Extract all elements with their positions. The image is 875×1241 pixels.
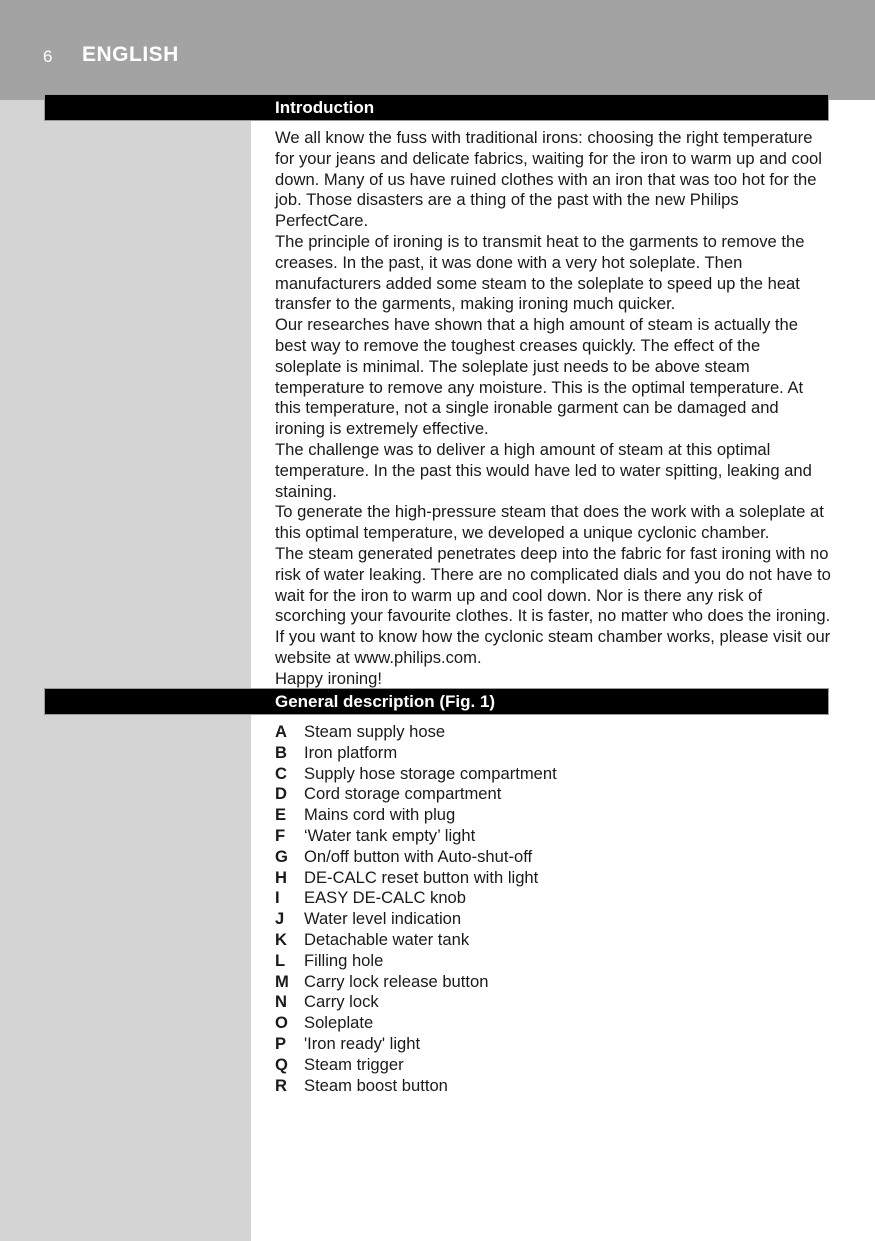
introduction-body (275, 128, 831, 690)
part-letter: M (275, 971, 289, 991)
part-letter: J (275, 909, 285, 929)
part-label: Mains cord with plug (304, 805, 456, 825)
part-item (275, 1013, 831, 1034)
part-letter: L (275, 950, 286, 970)
introduction-heading-bar (44, 94, 829, 121)
part-label: DE-CALC reset button with light (304, 867, 539, 887)
part-letter: K (275, 929, 287, 949)
part-letter: F (275, 825, 286, 845)
part-letter: P (275, 1033, 287, 1053)
page-number: 6 (43, 47, 53, 66)
parts-list (275, 722, 831, 1096)
part-letter: A (275, 722, 287, 741)
part-item (275, 992, 831, 1013)
part-letter: G (275, 846, 288, 866)
part-label: EASY DE-CALC knob (304, 888, 467, 908)
part-label: 'Iron ready' light (304, 1033, 421, 1053)
part-item (275, 805, 831, 826)
part-letter: N (275, 992, 287, 1012)
part-item (275, 930, 831, 951)
part-label: Soleplate (304, 1013, 374, 1033)
part-item (275, 826, 831, 847)
part-letter: Q (275, 1054, 288, 1074)
intro-paragraph: Our researches have shown that a high amount of steam is actually the best way to remove the toughest creases quickly. The effect of the soleplate is minimal. The soleplate just needs to be above steam temperature to remove any moisture. This is the optimal temperature. At this temperature, not a single ironable garment can be damaged and ironing is extremely effective. (275, 315, 804, 439)
intro-paragraph: The challenge was to deliver a high amount of steam at this optimal temperature. In the past this would have led to water spitting, leaking and staining. (275, 439, 812, 501)
part-label: Supply hose storage compartment (304, 763, 557, 783)
part-label: Water level indication (304, 909, 462, 929)
part-item (275, 972, 831, 993)
part-label: Steam trigger (304, 1054, 404, 1074)
part-letter: D (275, 784, 287, 804)
intro-paragraph: The principle of ironing is to transmit heat to the garments to remove the creases. In the past, it was done with a very hot soleplate. Then manufacturers added some steam to the soleplate to speed up the heat transfer to the garments, making ironing much quicker. (275, 231, 805, 314)
intro-paragraph: We all know the fuss with traditional irons: choosing the right temperature for your jeans and delicate fabrics, waiting for the iron to warm up and cool down. Many of us have ruined clothes with an iron that was too hot for the job. Those disasters are a thing of the past with the new Philips PerfectCare. (275, 128, 822, 231)
part-item (275, 951, 831, 972)
intro-paragraph: If you want to know how the cyclonic steam chamber works, please visit our website at www.philips.com. (275, 627, 831, 667)
part-item (275, 868, 831, 889)
part-letter: I (275, 888, 280, 908)
part-label: Detachable water tank (304, 929, 470, 949)
part-label: Cord storage compartment (304, 784, 502, 804)
intro-paragraph: The steam generated penetrates deep into the fabric for fast ironing with no risk of water leaking. There are no complicated dials and you do not have to wait for the iron to warm up and cool down. Nor is there any risk of scorching your favourite clothes. It is faster, no matter who does the ironing. (275, 543, 831, 626)
part-label: Filling hole (304, 950, 384, 970)
part-label: Iron platform (304, 742, 398, 762)
part-item (275, 784, 831, 805)
part-item (275, 743, 831, 764)
part-letter: B (275, 742, 287, 762)
part-item (275, 909, 831, 930)
part-item (275, 722, 831, 743)
part-letter: C (275, 763, 287, 783)
part-label: ‘Water tank empty’ light (304, 825, 476, 845)
page-language: ENGLISH (82, 43, 179, 66)
part-letter: R (275, 1075, 287, 1095)
general-description-heading-bar (44, 688, 829, 715)
introduction-title: Introduction (275, 98, 375, 117)
part-label: Carry lock release button (304, 971, 489, 991)
intro-paragraph: Happy ironing! (275, 668, 383, 688)
part-label: Steam supply hose (304, 722, 446, 741)
part-item (275, 1055, 831, 1076)
part-letter: H (275, 867, 287, 887)
part-item (275, 888, 831, 909)
part-label: Carry lock (304, 992, 379, 1012)
part-label: On/off button with Auto-shut-off (304, 846, 533, 866)
part-label: Steam boost button (304, 1075, 448, 1095)
part-item (275, 1076, 831, 1097)
part-item (275, 1034, 831, 1055)
header-band (0, 0, 875, 100)
part-item (275, 764, 831, 785)
part-letter: E (275, 805, 287, 825)
general-description-title: General description (Fig. 1) (275, 692, 496, 711)
part-item (275, 847, 831, 868)
part-letter: O (275, 1013, 288, 1033)
left-margin-column (0, 100, 251, 1241)
intro-paragraph: To generate the high-pressure steam that does the work with a soleplate at this optimal temperature, we developed a unique cyclonic chamber. (275, 502, 824, 543)
